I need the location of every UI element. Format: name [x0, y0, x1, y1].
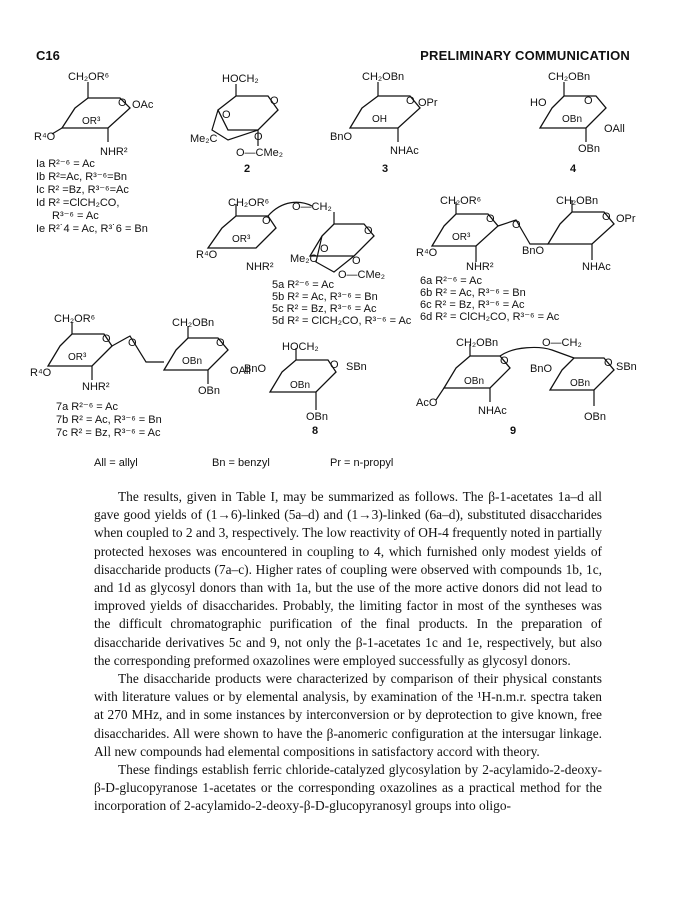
compound-label: Ie R²˙4 = Ac, R³˙6 = Bn — [36, 223, 148, 235]
body-text — [94, 488, 602, 816]
compound-label: Ia R²⁻⁶ = Ac — [36, 158, 95, 170]
label: BnO — [530, 363, 553, 375]
label: NHAc — [390, 145, 419, 157]
label: O — [364, 225, 373, 237]
label: OPr — [418, 97, 438, 109]
structure-7 — [30, 313, 251, 439]
label: R⁴O — [30, 367, 52, 379]
label: NHR² — [466, 261, 494, 273]
label: CH₂OBn — [556, 195, 599, 207]
label: HOCH₂ — [282, 341, 319, 353]
bond — [500, 348, 574, 358]
compound-number: 3 — [382, 163, 389, 175]
label: R⁴O — [34, 131, 56, 143]
compound-label: 6a R²⁻⁶ = Ac — [420, 275, 482, 287]
compound-label: 5c R² = Bz, R³⁻⁶ = Ac — [272, 303, 377, 315]
compound-number: 9 — [510, 425, 517, 437]
label: OAll — [604, 123, 625, 135]
bond — [112, 336, 164, 362]
label: OBn — [570, 378, 591, 389]
compound-number: 2 — [244, 163, 251, 175]
compound-label: Ic R² =Bz, R³⁻⁶=Ac — [36, 184, 129, 196]
label: O — [320, 243, 329, 255]
label: O — [262, 215, 271, 227]
label: CH₂OBn — [362, 71, 405, 83]
label: OAc — [132, 99, 154, 111]
label: R⁴O — [196, 249, 218, 261]
label: O — [584, 95, 593, 107]
structure-6 — [416, 195, 636, 323]
structure-3 — [330, 71, 438, 175]
label: BnO — [244, 363, 267, 375]
structure-9 — [416, 337, 637, 437]
label: OR³ — [82, 116, 101, 127]
label: CH₂OR⁶ — [68, 71, 110, 83]
label: R⁴O — [416, 247, 438, 259]
label: OPr — [616, 213, 636, 225]
label: OBn — [290, 380, 311, 391]
label: HO — [530, 97, 547, 109]
label: OBn — [578, 143, 601, 155]
label: OBn — [198, 385, 221, 397]
compound-label: 5a R²⁻⁶ = Ac — [272, 279, 334, 291]
label: OR³ — [452, 232, 471, 243]
label: O — [406, 95, 415, 107]
bond — [212, 110, 258, 140]
label: O — [352, 255, 361, 267]
compound-label: 5b R² = Ac, R³⁻⁶ = Bn — [272, 291, 378, 303]
page-number: C16 — [36, 48, 60, 63]
label: BnO — [522, 245, 545, 257]
label: NHAc — [582, 261, 611, 273]
label: O — [330, 359, 339, 371]
legend-propyl: Pr = n-propyl — [330, 457, 394, 469]
label: OR³ — [232, 234, 251, 245]
label: OBn — [182, 356, 203, 367]
label: NHR² — [82, 381, 110, 393]
label: CH₂OR⁶ — [54, 313, 96, 325]
compound-label: 7a R²⁻⁶ = Ac — [56, 401, 118, 413]
paragraph-conclusion: These findings establish ferric chloride-catalyzed glycosylation by 2-acylamido-2-deoxy-β-D-glucopyranose 1-acetates or the corresponding oxazolines as a practical method for the incorporation of 2-acylamido-2-deoxy-β-D-glucopyranosyl groups into oligo- — [94, 762, 602, 814]
label: O—CMe₂ — [236, 147, 284, 159]
label: OR³ — [68, 352, 87, 363]
label: O—CH₂ — [292, 201, 332, 213]
label: SBn — [346, 361, 367, 373]
label: CH₂OBn — [548, 71, 591, 83]
compound-number: 8 — [312, 425, 319, 437]
structure-5 — [196, 197, 412, 327]
label: O—CMe₂ — [338, 269, 386, 281]
label: O — [222, 109, 231, 121]
label: O — [118, 97, 127, 109]
label: O — [500, 355, 509, 367]
label: O — [254, 131, 263, 143]
legend-allyl: All = allyl — [94, 457, 138, 469]
compound-label: 7c R² = Bz, R³⁻⁶ = Ac — [56, 427, 161, 439]
label: O — [102, 333, 111, 345]
compound-number: 4 — [570, 163, 577, 175]
abbreviation-legend — [94, 457, 393, 469]
label: CH₂OR⁶ — [228, 197, 270, 209]
label: O — [512, 219, 521, 231]
label: O — [602, 211, 611, 223]
label: AcO — [416, 397, 438, 409]
structure-4 — [530, 71, 625, 175]
label: OBn — [584, 411, 607, 423]
paragraph-results: The results, given in Table I, may be summarized as follows. The β-1-acetates 1a–d all gave good yields of (1→6)-linked (5a–d) and (1→3)-linked (6a–d), substituted disaccharides when coupled to 2 and 3, respectively. The low reactivity of OH-4 frequently noted in partially protected hexoses was encountered in coupling to 4, which furnished only modest yields of disaccharide products (7a–c). Higher rates of coupling were observed with compounds 1b, 1c, and 1d as glycosyl donors than with 1a, but the use of the more active donors did not lead to improved yields of disaccharides. Probably, the limiting factor in most of the syntheses was the difficult chromatographic purification of the final products. In the preparation of disaccharide derivatives 5c and 9, not only the β-1-acetates 1c and 1e, respectively, but also the corresponding preformed oxazolines were employed successfully as glycosyl donors. — [94, 489, 602, 668]
label: OBn — [464, 376, 485, 387]
label: O — [270, 95, 279, 107]
label: OH — [372, 114, 387, 125]
compound-label: 7b R² = Ac, R³⁻⁶ = Bn — [56, 414, 162, 426]
compound-label: R³⁻⁶ = Ac — [52, 210, 99, 222]
label: O — [486, 213, 495, 225]
label: O — [604, 357, 613, 369]
label: HOCH₂ — [222, 73, 259, 85]
compound-label: 5d R² = ClCH₂CO, R³⁻⁶ = Ac — [272, 315, 412, 327]
label: CH₂OBn — [456, 337, 499, 349]
label: O — [216, 337, 225, 349]
label: Me₂C — [190, 133, 218, 145]
label: O — [128, 337, 137, 349]
compound-label: 6c R² = Bz, R³⁻⁶ = Ac — [420, 299, 525, 311]
label: OAll — [230, 365, 251, 377]
label: NHR² — [100, 146, 128, 158]
label: Me₂C — [290, 253, 318, 265]
label: OBn — [306, 411, 329, 423]
structure-1 — [34, 71, 154, 235]
label: NHR² — [246, 261, 274, 273]
label: NHAc — [478, 405, 507, 417]
label: SBn — [616, 361, 637, 373]
compound-label: 6b R² = Ac, R³⁻⁶ = Bn — [420, 287, 526, 299]
compound-label: 6d R² = ClCH₂CO, R³⁻⁶ = Ac — [420, 311, 560, 323]
label: OBn — [562, 114, 583, 125]
label: CH₂OBn — [172, 317, 215, 329]
running-title: PRELIMINARY COMMUNICATION — [420, 48, 630, 63]
label: CH₂OR⁶ — [440, 195, 482, 207]
label: O—CH₂ — [542, 337, 582, 349]
legend-benzyl: Bn = benzyl — [212, 457, 270, 469]
paragraph-characterization: The disaccharide products were characterized by comparison of their physical constants with literature values or by elemental analysis, by examination of the ¹H-n.m.r. spectra taken at 270 MHz, and in some instances by interconversion or by deprotection to give known, free disaccharides. All were shown to have the β-anomeric configuration at the intersugar linkage. All new compounds had elemental compositions in satisfactory accord with theory. — [94, 671, 602, 759]
label: BnO — [330, 131, 353, 143]
bond — [498, 220, 548, 244]
compound-label: Id R² =ClCH₂CO, — [36, 197, 120, 209]
structure-2 — [190, 73, 283, 175]
structure-8 — [244, 341, 367, 437]
compound-label: Ib R²=Ac, R³⁻⁶=Bn — [36, 171, 128, 183]
